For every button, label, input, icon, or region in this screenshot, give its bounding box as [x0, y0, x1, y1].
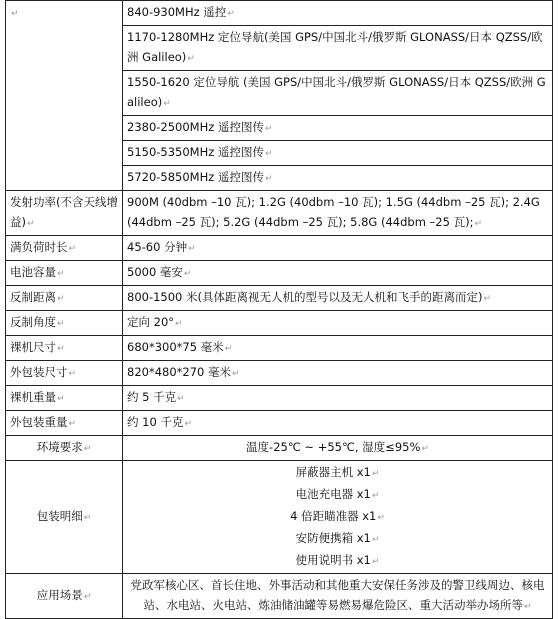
packing-item: 安防便携箱 x1↵: [295, 531, 380, 545]
freq-cell: 1550-1620 定位导航 (美国 GPS/中国北斗/俄罗斯 GLONASS/日本 QZSS/欧洲 Galileo)↵: [123, 71, 553, 116]
row-value: 定向 20°↵: [123, 311, 553, 336]
power-value-cell: 900M (40dbm –10 瓦); 1.2G (40dbm –10 瓦); 1.5G (44dbm –25 瓦); 2.4G (44dbm –25 瓦); 5.2G (44dbm –25 瓦); 5.8G (44dbm –25 瓦);↵: [123, 191, 553, 236]
packing-items-cell: [123, 461, 553, 574]
table-row: [6, 336, 553, 361]
row-label: 满负荷时长↵: [6, 236, 123, 261]
table-row: [6, 261, 553, 286]
table-row: [6, 286, 553, 311]
row-label: 反制角度↵: [6, 311, 123, 336]
row-value: 5000 毫安↵: [123, 261, 553, 286]
row-label: 外包装重量↵: [6, 411, 123, 436]
freq-label-cell: [6, 1, 123, 191]
table-row: [6, 574, 553, 619]
spec-table: [5, 0, 553, 619]
freq-cell: 840-930MHz 遥控↵: [123, 1, 553, 26]
env-value-cell: 温度-25℃ ~ +55℃, 湿度≤95%↵: [123, 436, 553, 461]
application-label-cell: 应用场景↵: [6, 574, 123, 619]
freq-cell: 2380-2500MHz 遥控图传↵: [123, 116, 553, 141]
freq-cell: 5720-5850MHz 遥控图传↵: [123, 166, 553, 191]
env-label-cell: 环境要求↵: [6, 436, 123, 461]
table-row: [6, 436, 553, 461]
packing-item: 使用说明书 x1↵: [295, 553, 380, 567]
power-label-cell: 发射功率(不含天线增益)↵: [6, 191, 123, 236]
freq-cell: 1170-1280MHz 定位导航(美国 GPS/中国北斗/俄罗斯 GLONASS/日本 QZSS/欧洲 Galileo)↵: [123, 26, 553, 71]
row-value: 680*300*75 毫米↵: [123, 336, 553, 361]
table-row: [6, 361, 553, 386]
table-row: [6, 1, 553, 26]
table-row: [6, 191, 553, 236]
application-value-cell: 党政军核心区、首长住地、外事活动和其他重大安保任务涉及的警卫线周边、核电站、水电站、火电站、炼油储油罐等易燃易爆危险区、重大活动举办场所等↵: [123, 574, 553, 619]
packing-label-cell: 包装明细↵: [6, 461, 123, 574]
row-label: 裸机尺寸↵: [6, 336, 123, 361]
table-row: [6, 461, 553, 574]
row-value: 820*480*270 毫米↵: [123, 361, 553, 386]
row-label: 裸机重量↵: [6, 386, 123, 411]
row-label: 反制距离↵: [6, 286, 123, 311]
row-label: 电池容量↵: [6, 261, 123, 286]
row-value: 45-60 分钟↵: [123, 236, 553, 261]
row-label: 外包装尺寸↵: [6, 361, 123, 386]
freq-cell: 5150-5350MHz 遥控图传↵: [123, 141, 553, 166]
row-value: 约 10 千克↵: [123, 411, 553, 436]
row-value: 约 5 千克↵: [123, 386, 553, 411]
packing-item: 电池充电器 x1↵: [295, 487, 380, 501]
row-value: 800-1500 米(具体距离视无人机的型号以及无人机和飞手的距离而定)↵: [123, 286, 553, 311]
table-row: [6, 411, 553, 436]
packing-item: 4 倍距瞄准器 x1↵: [290, 509, 385, 523]
packing-item: 屏蔽器主机 x1↵: [295, 465, 380, 479]
table-row: [6, 386, 553, 411]
paragraph-mark: ↵: [11, 9, 19, 19]
table-row: [6, 311, 553, 336]
table-row: [6, 236, 553, 261]
